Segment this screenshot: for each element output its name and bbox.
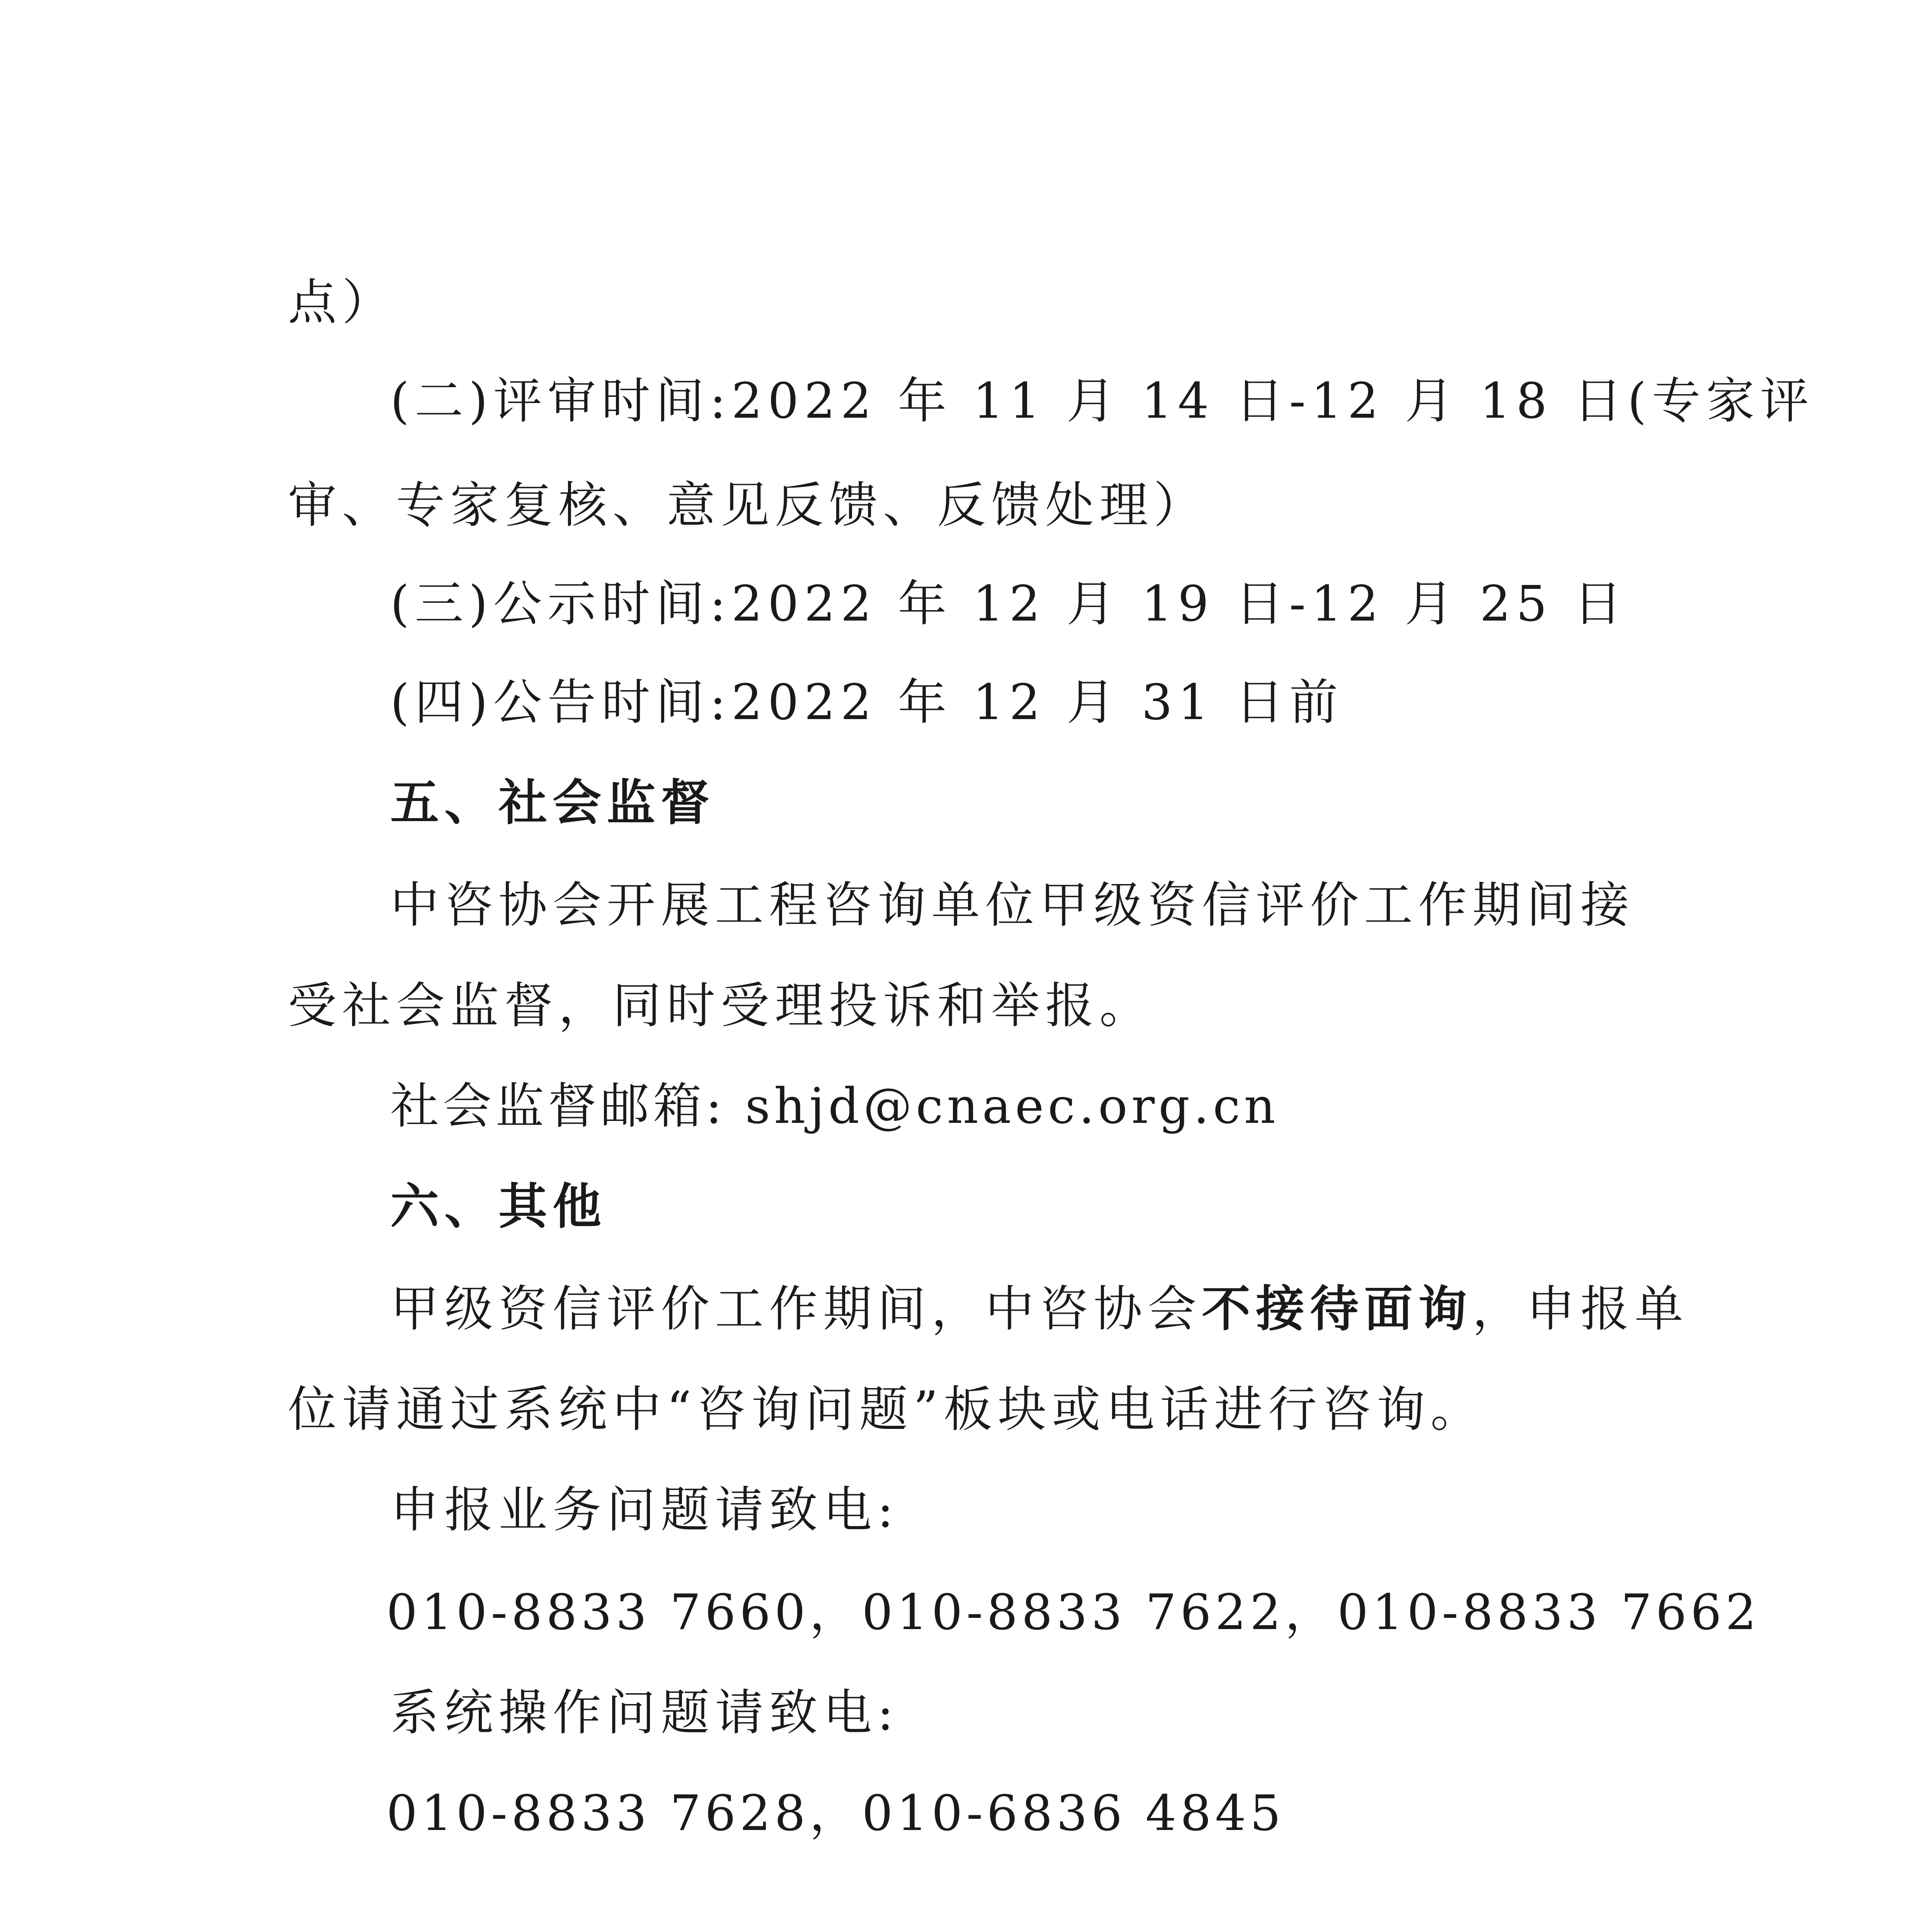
system-phone-numbers: 010-8833 7628，010-6836 4845: [386, 1785, 1285, 1842]
supervision-paragraph-line-1: 中咨协会开展工程咨询单位甲级资信评价工作期间接: [390, 877, 1635, 934]
supervision-paragraph-line-2: 受社会监督，同时受理投诉和举报。: [288, 977, 1153, 1034]
business-phone-numbers: 010-8833 7660，010-8833 7622，010-8833 7662: [386, 1584, 1761, 1641]
no-visits-emphasis: 不接待面询: [1202, 1281, 1472, 1337]
supervision-email-line: 社会监督邮箱: shjd@cnaec.org.cn: [390, 1078, 1279, 1134]
review-time-line-1: (二)评审时间:2022 年 11 月 14 日-12 月 18 日(专家评: [390, 372, 1814, 429]
section-heading-5: 五、社会监督: [390, 774, 715, 831]
section-heading-6: 六、其他: [390, 1178, 607, 1235]
other-paragraph-text: 甲级资信评价工作期间，中咨协会: [390, 1281, 1202, 1337]
publicity-time-line: (三)公示时间:2022 年 12 月 19 日-12 月 25 日: [390, 575, 1628, 632]
other-paragraph-line-1: [390, 1281, 1689, 1337]
text-line-continuation: 点）: [288, 274, 396, 331]
announcement-time-line: (四)公告时间:2022 年 12 月 31 日前: [390, 674, 1344, 731]
other-paragraph-line-2: 位请通过系统中“咨询问题”板块或电话进行咨询。: [288, 1381, 1485, 1438]
other-paragraph-text-end: ，申报单: [1472, 1281, 1689, 1337]
system-phone-label: 系统操作问题请致电:: [390, 1684, 899, 1741]
business-phone-label: 申报业务问题请致电:: [390, 1481, 899, 1538]
review-time-line-2: 审、专家复核、意见反馈、反馈处理）: [288, 477, 1208, 534]
